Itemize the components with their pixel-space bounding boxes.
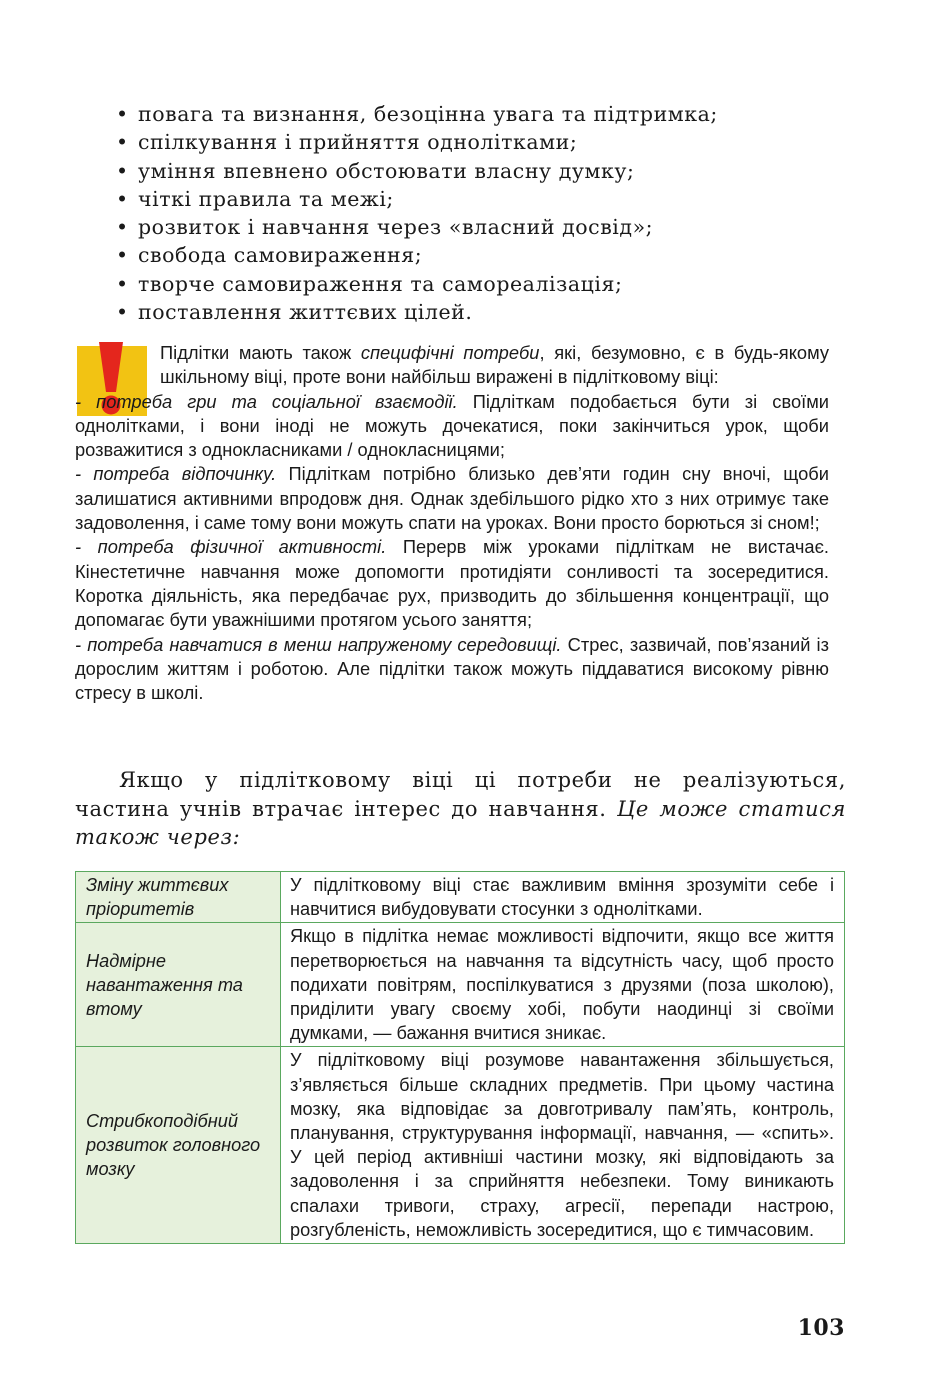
description-cell: Якщо в підлітка немає можливості відпочити, якщо все життя перетворюється на навчання та відсутність часу, щоб просто подихати повітрям, поспілкуватися з друзями (поза школою), приділити увагу своєму хобі, побути наодинці зі своїми думками, — бажання вчитися зникає. [281,923,845,1047]
bullet-icon: • [116,186,129,211]
note-item: - потреба фізичної активності. Перерв між уроками підліткам не вистачає. Кінестетичне навчання може допомогти протидіяти сонливості та зосередитися. Коротка діяльність, яка передбачає рух, призводить до збільшення концентрації, що допомагає бути уважнішими протягом усього заняття; [75,536,829,631]
list-item: • повага та визнання, безоцінна увага та підтримка; [116,100,856,128]
list-item: • розвиток і навчання через «власний досвід»; [116,213,856,241]
list-item: • спілкування і прийняття однолітками; [116,128,856,156]
bullet-icon: • [116,300,129,325]
bullet-icon: • [116,215,129,240]
note-item: - потреба навчатися в менш напруженому середовищі. Стрес, зазвичай, пов’язаний із дорослим життям і роботою. Але підлітки також можуть піддаватися високому рівню стресу в школі. [75,633,829,704]
cause-cell: Зміну життєвих пріоритетів [76,872,281,923]
list-item: • творче самовираження та самореалізація; [116,270,856,298]
bullet-icon: • [116,243,129,268]
body-paragraph: Якщо у підлітковому віці ці потреби не реалізуються, частина учнів втрачає інтерес до навчання. Це може статися також через: [75,768,846,849]
note-intro: Підлітки мають також специфічні потреби, які, безумовно, є в будь-якому шкільному віці, проте вони найбільш виражені в підлітковому віці: [160,342,829,388]
table-row [76,872,845,923]
bullet-icon: • [116,130,129,155]
table-row [76,1047,845,1244]
list-item: • свобода самовираження; [116,241,856,269]
note-item: - потреба відпочинку. Підліткам потрібно близько дев’яти годин сну вночі, щоби залишатися активними впродовж дня. Однак здебільшого рідко хто з них отримує таке задоволення, і саме тому вони можуть спати на уроках. Вони просто борються зі сном!; [75,463,829,534]
table-row [76,923,845,1047]
bullet-icon: • [116,158,129,183]
note-item: - потреба гри та соціальної взаємодії. Підліткам подобається бути зі своїми однолітками, і вони іноді не можуть дочекатися, поки закінчиться урок, щоби розважитися з однокласниками / однокласницями; [75,390,829,461]
page-number: 103 [797,1315,845,1341]
bullet-icon: • [116,271,129,296]
description-cell: У підлітковому віці розумове навантаження збільшується, з’являється більше складних предметів. При цьому частина мозку, яка відповідає за довготривалу пам’ять, контроль, планування, структурування інформації, навчання, — «спить». У цей період активніші частини мозку, які відповідають за задоволення і за сприйняття небезпеки. Тому виникають спалахи тривоги, страху, агресії, перепади настрою, розгубленість, неможливість зосередитися, що є тимчасовим. [281,1047,845,1244]
list-item: • уміння впевнено обстоювати власну думку; [116,157,856,185]
needs-list [116,100,856,326]
list-item: • чіткі правила та межі; [116,185,856,213]
cause-cell: Надмірне навантаження та втому [76,923,281,1047]
bullet-icon: • [116,102,129,126]
reasons-table [75,871,845,1244]
description-cell: У підлітковому віці стає важливим вміння зрозуміти себе і навчитися вибудовувати стосунки з однолітками. [281,872,845,923]
list-item: • поставлення життєвих цілей. [116,298,856,326]
special-needs-note [75,341,829,705]
cause-cell: Стрибкоподібний розвиток головного мозку [76,1047,281,1244]
